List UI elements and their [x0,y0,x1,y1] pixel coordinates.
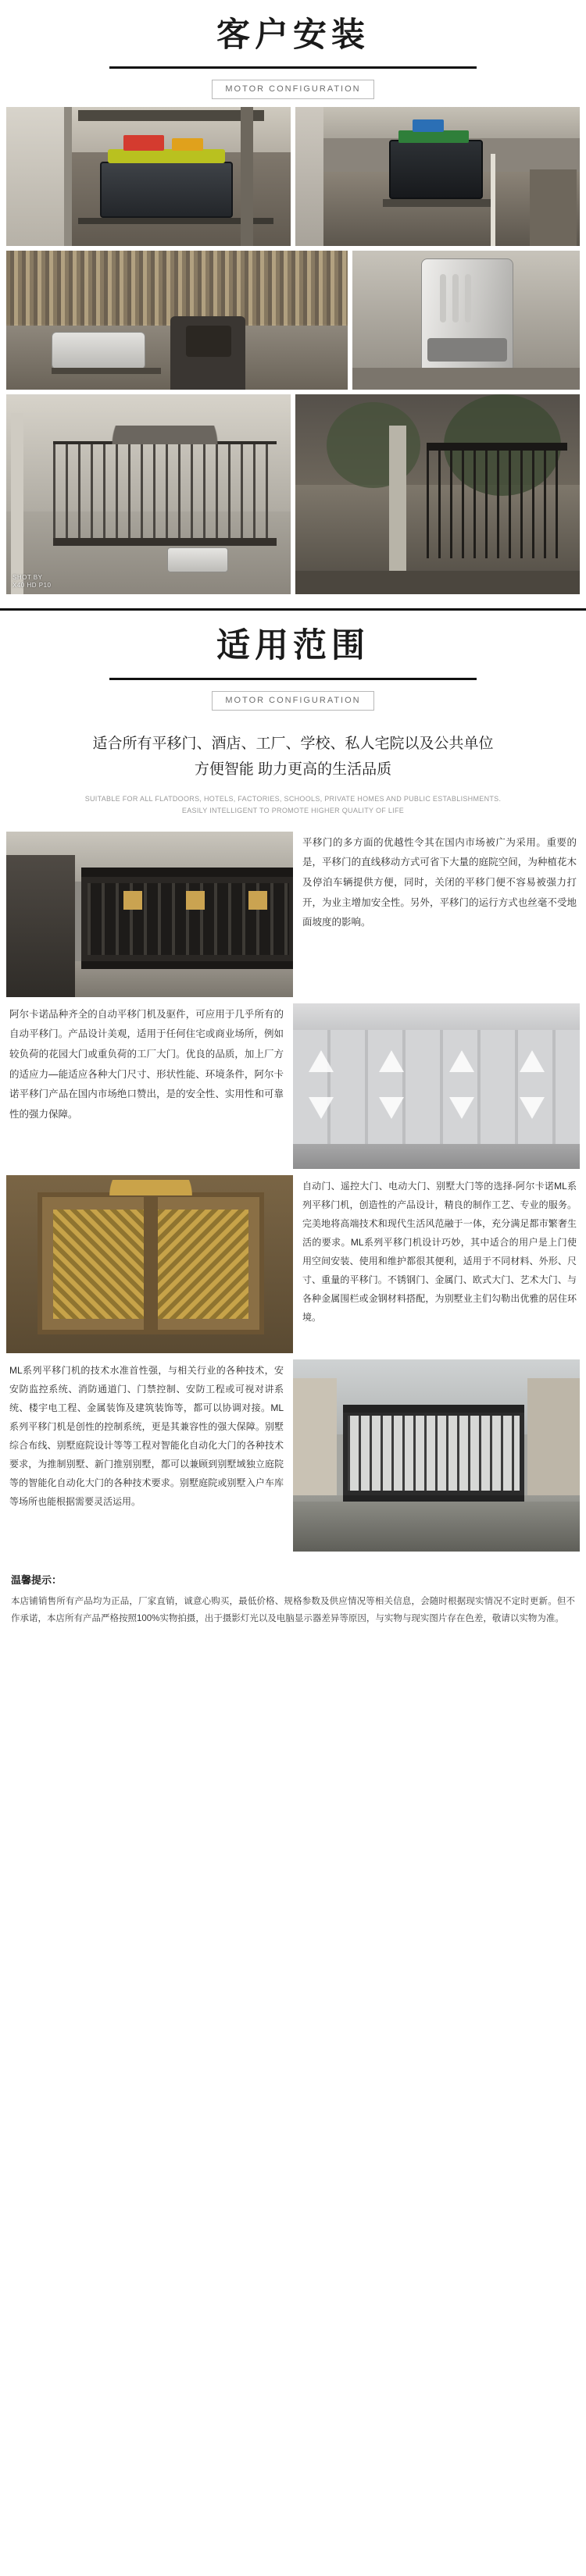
gallery-row [6,394,580,594]
lead-text-english [0,782,586,832]
content-block-1 [0,832,586,997]
content-block-4 [0,1359,586,1552]
content-block-2 [0,1003,586,1169]
motor-unit [52,332,145,369]
scope-photo-4 [293,1359,580,1552]
section-title: 客户安装 [216,16,370,54]
lead-line-2: 方便智能 助力更高的生活品质 [194,761,392,778]
section-title: 适用范围 [216,627,370,665]
section-header-customer-installation [0,0,586,107]
motor-unit [389,140,483,199]
install-photo-3 [6,251,348,390]
lead-text [0,718,586,783]
section-header-scope [0,611,586,718]
section-badge: MOTOR CONFIGURATION [212,691,373,711]
photo-stamp: SHOT BY X40 HD P10 [13,574,52,590]
install-photo-6 [295,394,580,594]
header-rule-wrap [0,678,586,680]
paragraph-1: 平移门的多方面的优越性令其在国内市场被广为采用。重要的是，平移门的直线移动方式可省下大量的庭院空间，为种植花木及停泊车辆提供方便，同时，关闭的平移门便不容易被强力打开，为业主增加安全性。另外，平移门的运行方式也丝毫不受地面坡度的影响。 [302,836,577,928]
gallery-row [6,107,580,246]
header-rule [109,66,477,69]
motor-unit [100,162,233,218]
gallery-row [6,251,580,390]
install-photo-2 [295,107,580,246]
install-photo-5 [6,394,291,594]
scope-photo-2 [293,1003,580,1169]
install-photo-4 [352,251,580,390]
install-photo-1 [6,107,291,246]
section-badge: MOTOR CONFIGURATION [212,80,373,99]
footer-note-body: 本店铺销售所有产品均为正品，厂家直销，诚意心购买，最低价格、规格参数及供应情况等相关信息，会随时根据现实情况不定时更新。但不作承诺，本店所有产品严格按照100%实物拍摄，出于摄影灯光以及电脑显示器差异等原因，与实物与现实图片存在色差，敬请以实物为准。 [11,1596,575,1624]
motor-unit [167,547,228,572]
footer-note [0,1558,586,1648]
scope-photo-3 [6,1175,293,1353]
header-rule [109,678,477,680]
paragraph-4: ML系列平移门机的技术水准首性强，与相关行业的各种技术，安安防监控系统、消防通道门、门禁控制、安防工程或可视对讲系统、楼宇电工程、金属装饰及建筑装饰等，都可以协调对接。ML系列平移门机是创性的控制系统，更是其兼容性的强大保障。别墅综合布线、别墅庭院设计等等工程对智能化自动化大门的各种技术要求，为推制别墅、新门推别别墅，都可以兼顾到别墅域独立庭院等的智能化自动化大门的各种技术要求。别墅庭院或别墅入户车库等场所也能根据需要灵活运用。 [9,1364,284,1507]
lead-en-line-1: SUITABLE FOR ALL FLATDOORS, HOTELS, FACTORIES, SCHOOLS, PRIVATE HOMES AND PUBLIC ESTABLISHMENTS. [84,795,502,803]
lead-en-line-2: EASILY INTELLIGENT TO PROMOTE HIGHER QUALITY OF LIFE [181,807,405,815]
paragraph-3: 自动门、遥控大门、电动大门、别墅大门等的选择-阿尔卡诺ML系列平移门机，创造性的产品设计，精良的制作工艺、专业的服务。完美地将高端技术和现代生活风范融于一体，充分满足都市繁奢生活的要求。ML系列平移门机设计巧妙，其中适合的用户是上门使用空间安装、使用和维护都很其便利，适用于不同材料、外形、尺寸、重量的平移门。不锈钢门、金属门、欧式大门、艺术大门、与各种金属围栏或金钢材料搭配，为别墅业主们勾勒出优雅的居住环境。 [302,1180,577,1323]
lead-line-1: 适合所有平移门、酒店、工厂、学校、私人宅院以及公共单位 [92,735,494,752]
footer-note-title: 温馨提示： [11,1573,63,1586]
header-rule-wrap [0,66,586,69]
content-block-3 [0,1175,586,1353]
scope-photo-1 [6,832,293,997]
installation-gallery [0,107,586,594]
paragraph-2: 阿尔卡诺品种齐全的自动平移门机及驱件，可应用于几乎所有的自动平移门。产品设计美观，适用于任何住宅或商业场所，例如较负荷的花园大门或重负荷的工厂大门。优良的品质，加上厂方的适应力—能适应各种大门尺寸、形状性能、环境条件，阿尔卡诺平移门产品在国内市场绝口赞出，是的安全性、实用性和可靠性的强力保障。 [9,1008,284,1120]
